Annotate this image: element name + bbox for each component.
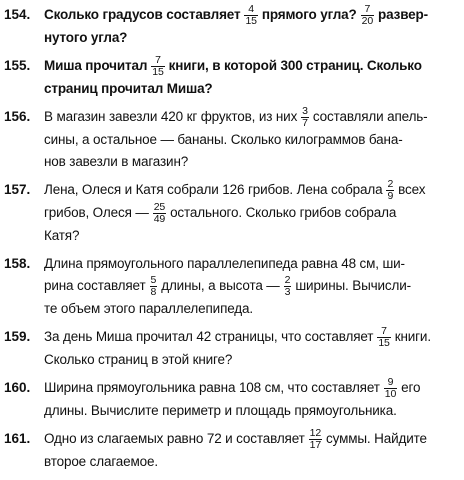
text-line (44, 4, 458, 27)
fraction-denominator: 49 (153, 213, 166, 225)
fraction (284, 275, 292, 298)
text-fragment: книги. (394, 329, 431, 345)
problem-text (44, 428, 458, 473)
fraction-denominator: 17 (309, 439, 322, 451)
problem-number: 160. (4, 380, 31, 395)
fraction-denominator: 15 (152, 66, 164, 78)
text-line: Сколько страниц в этой книге? (44, 352, 233, 367)
problem-text (44, 106, 458, 173)
text-fragment: Лена, Олеся и Катя собрали 126 грибов. Лена собрала (44, 182, 383, 198)
text-line: Катя? (44, 228, 80, 243)
text-line (44, 202, 458, 225)
fraction-denominator: 8 (150, 286, 157, 298)
problem-number: 154. (4, 7, 31, 22)
problem-number: 158. (4, 256, 31, 271)
problem-number: 155. (4, 58, 31, 73)
fraction-numerator: 9 (384, 377, 397, 389)
text-fragment: суммы. Найдите (326, 431, 427, 447)
fraction-denominator: 10 (384, 388, 397, 400)
text-fragment: грибов, Олеся — (44, 205, 149, 221)
text-line (44, 377, 458, 400)
text-line: те объем этого параллелепипеда. (44, 301, 253, 316)
fraction-numerator: 4 (244, 4, 257, 16)
fraction-numerator: 2 (387, 178, 394, 190)
problem-161 (4, 428, 458, 473)
text-fragment: составляли апель- (312, 109, 428, 125)
problem-text (44, 55, 458, 100)
fraction (301, 106, 309, 129)
text-line: сины, а остальное — бананы. Сколько килограммов бана- (44, 132, 403, 147)
fraction (150, 275, 158, 298)
text-fragment: остального. Сколько грибов собрала (170, 205, 397, 221)
text-line (44, 106, 458, 129)
fraction-numerator: 25 (153, 201, 166, 213)
problem-157 (4, 179, 458, 247)
text-line (44, 428, 458, 451)
fraction (361, 4, 374, 27)
text-line (44, 179, 458, 202)
fraction-numerator: 3 (302, 105, 308, 117)
fraction-denominator: 9 (387, 190, 394, 202)
problem-text (44, 253, 458, 320)
fraction-numerator: 7 (377, 326, 390, 338)
problem-text (44, 377, 458, 422)
fraction-numerator: 12 (309, 427, 322, 439)
fraction (386, 179, 394, 202)
text-fragment: Ширина прямоугольника равна 108 см, что составляет (44, 380, 380, 396)
text-fragment: всех (398, 182, 426, 198)
text-line: длины. Вычислите периметр и площадь прямоугольника. (44, 403, 397, 418)
fraction-denominator: 3 (284, 286, 291, 298)
fraction (309, 428, 322, 451)
text-line: Длина прямоугольного параллелепипеда равна 48 см, ши- (44, 256, 405, 271)
problem-159 (4, 326, 458, 371)
problem-154 (4, 4, 458, 49)
problem-number: 159. (4, 329, 31, 344)
text-fragment: прямого угла? (261, 7, 357, 23)
problem-158 (4, 253, 458, 320)
problem-text (44, 326, 458, 371)
fraction (153, 202, 166, 225)
fraction (384, 377, 397, 400)
problem-text (44, 179, 458, 247)
fraction-denominator: 7 (302, 117, 308, 129)
fraction-denominator: 15 (378, 337, 390, 349)
text-fragment: За день Миша прочитал 42 страницы, что составляет (44, 329, 374, 345)
text-fragment: его (401, 380, 421, 396)
text-line: нутого угла? (44, 30, 128, 45)
text-fragment: В магазин завезли 420 кг фруктов, из них (44, 109, 298, 125)
problem-160 (4, 377, 458, 422)
problem-number: 161. (4, 431, 31, 446)
text-fragment: длины, а высота — (161, 278, 280, 294)
fraction-numerator: 7 (361, 4, 374, 16)
fraction-denominator: 20 (361, 15, 374, 27)
text-fragment: ширины. Вычисли- (295, 278, 412, 294)
problem-number: 157. (4, 182, 31, 197)
text-line: нов завезли в магазин? (44, 154, 189, 169)
text-fragment: Миша прочитал (44, 58, 148, 74)
fraction (244, 4, 257, 27)
fraction-numerator: 7 (151, 55, 164, 67)
problem-number: 156. (4, 109, 31, 124)
problem-text (44, 4, 458, 49)
problem-155 (4, 55, 458, 100)
fraction-denominator: 15 (245, 15, 257, 27)
text-fragment: книги, в которой 300 страниц. Сколько (168, 58, 422, 74)
fraction-numerator: 2 (284, 274, 291, 286)
text-line (44, 275, 458, 298)
fraction-numerator: 5 (150, 274, 157, 286)
fraction (377, 326, 390, 349)
text-line (44, 55, 458, 78)
fraction (151, 55, 164, 78)
text-fragment: Сколько градусов составляет (44, 7, 241, 23)
problem-156 (4, 106, 458, 173)
text-line (44, 326, 458, 349)
text-line: страниц прочитал Миша? (44, 81, 213, 96)
text-fragment: развер- (378, 7, 428, 23)
text-fragment: рина составляет (44, 278, 146, 294)
text-fragment: Одно из слагаемых равно 72 и составляет (44, 431, 305, 447)
text-line: второе слагаемое. (44, 454, 158, 469)
